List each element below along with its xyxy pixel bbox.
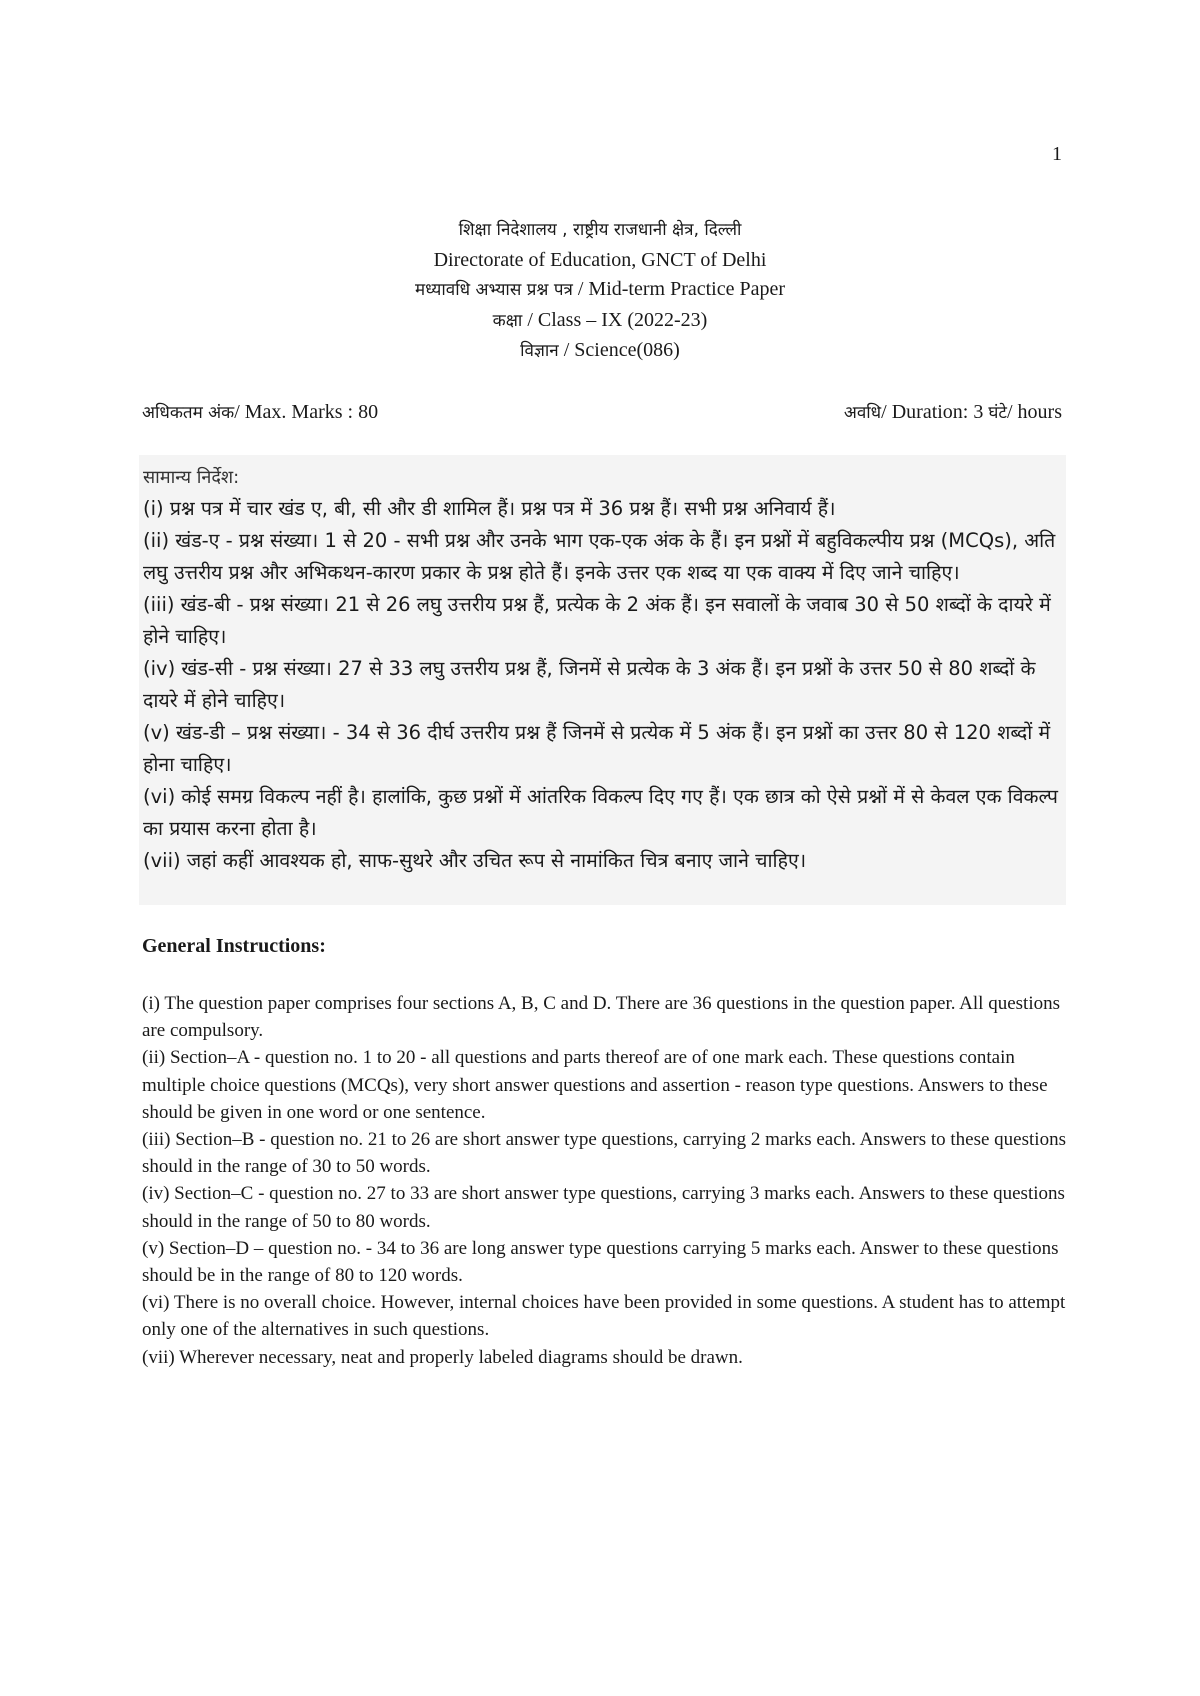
max-marks	[142, 400, 378, 424]
header-line-paper-type	[0, 275, 1200, 306]
header-line-subject	[0, 336, 1200, 367]
class-english: / Class – IX (2022-23)	[522, 308, 708, 331]
general-instructions-title: General Instructions:	[142, 935, 326, 957]
hindi-instruction-item: (v) खंड-डी – प्रश्न संख्या। - 34 से 36 दीर्घ उत्तरीय प्रश्न हैं जिनमें से प्रत्येक में 5 अंक हैं। इन प्रश्नों का उत्तर 80 से 120 शब्दों में होना चाहिए।	[143, 721, 1051, 776]
class-hindi: कक्षा	[492, 310, 523, 331]
header-line-class	[0, 306, 1200, 337]
hindi-instruction-item: (iii) खंड-बी - प्रश्न संख्या। 21 से 26 लघु उत्तरीय प्रश्न हैं, प्रत्येक के 2 अंक हैं। इन सवालों के जवाब 30 से 50 शब्दों के दायरे में होने चाहिए।	[143, 593, 1051, 648]
duration-hindi: अवधि	[843, 403, 882, 423]
hindi-instruction-item: (vii) जहां कहीं आवश्यक हो, साफ-सुथरे और उचित रूप से नामांकित चित्र बनाए जाने चाहिए।	[143, 849, 807, 872]
instruction-item: (vi) There is no overall choice. However, internal choices have been provided in some questions. A student has to attempt only one of the alternatives in such questions.	[142, 1292, 1066, 1341]
hindi-instruction-item: (ii) खंड-ए - प्रश्न संख्या। 1 से 20 - सभी प्रश्न और उनके भाग एक-एक अंक के हैं। इन प्रश्नों में बहुविकल्पीय प्रश्न (MCQs), अति लघु उत्तरीय प्रश्न और अभिकथन-कारण प्रकार के प्रश्न होते हैं। इनके उत्तर एक शब्द या एक वाक्य में दिए जाने चाहिए।	[143, 529, 1056, 584]
hindi-instruction-item: (i) प्रश्न पत्र में चार खंड ए, बी, सी और डी शामिल हैं। प्रश्न पत्र में 36 प्रश्न हैं। सभी प्रश्न अनिवार्य हैं।	[143, 497, 836, 520]
subject-english: / Science(086)	[558, 339, 680, 361]
page-number: 1	[1052, 143, 1062, 165]
instruction-item: (ii) Section–A - question no. 1 to 20 - all questions and parts thereof are of one mark each. These questions contain multiple choice questions (MCQs), very short answer questions and assertion - reason type questions. Answers to these should be given in one word or one sentence.	[142, 1047, 1048, 1123]
paper-type-english: / Mid-term Practice Paper	[572, 278, 786, 300]
instruction-item: (v) Section–D – question no. - 34 to 36 are long answer type questions carrying 5 marks each. Answer to these questions should be in the range of 80 to 120 words.	[142, 1237, 1059, 1287]
instruction-item: (iv) Section–C - question no. 27 to 33 are short answer type questions, carrying 3 marks each. Answers to these questions should in the range of 50 to 80 words.	[142, 1183, 1065, 1232]
hindi-instruction-item: (iv) खंड-सी - प्रश्न संख्या। 27 से 33 लघु उत्तरीय प्रश्न हैं, जिनमें से प्रत्येक के 3 अंक हैं। इन प्रश्नों के उत्तर 50 से 80 शब्दों के दायरे में होने चाहिए।	[143, 657, 1036, 712]
hindi-instructions-box	[139, 455, 1066, 905]
max-marks-english: / Max. Marks : 80	[234, 401, 379, 423]
paper-type-hindi: मध्यावधि अभ्यास प्रश्न पत्र	[414, 280, 573, 300]
subject-hindi: विज्ञान	[520, 341, 559, 361]
header-line-directorate-hindi: शिक्षा निदेशालय , राष्ट्रीय राजधानी क्षेत्र, दिल्ली	[458, 220, 742, 240]
header-line-directorate: Directorate of Education, GNCT of Delhi	[433, 248, 767, 271]
max-marks-hindi: अधिकतम अंक	[142, 403, 235, 423]
instruction-item: (i) The question paper comprises four sections A, B, C and D. There are 36 questions in the question paper. All questions are compulsory.	[142, 993, 1060, 1042]
hindi-instruction-item: (vi) कोई समग्र विकल्प नहीं है। हालांकि, कुछ प्रश्नों में आंतरिक विकल्प दिए गए हैं। एक छात्र को ऐसे प्रश्नों में से केवल एक विकल्प का प्रयास करना होता है।	[143, 785, 1058, 840]
instruction-item: (iii) Section–B - question no. 21 to 26 are short answer type questions, carrying 2 marks each. Answers to these questions should in the range of 30 to 50 words.	[142, 1129, 1066, 1178]
paper-header	[0, 216, 1200, 367]
hindi-instructions-title: सामान्य निर्देश:	[143, 467, 240, 488]
hours-english: / hours	[1007, 401, 1062, 423]
instruction-item: (vii) Wherever necessary, neat and properly labeled diagrams should be drawn.	[142, 1346, 743, 1368]
duration	[844, 400, 1062, 424]
general-instructions-list	[142, 990, 1082, 1371]
duration-english: / Duration: 3	[881, 401, 989, 423]
hours-hindi: घंटे	[988, 403, 1007, 423]
